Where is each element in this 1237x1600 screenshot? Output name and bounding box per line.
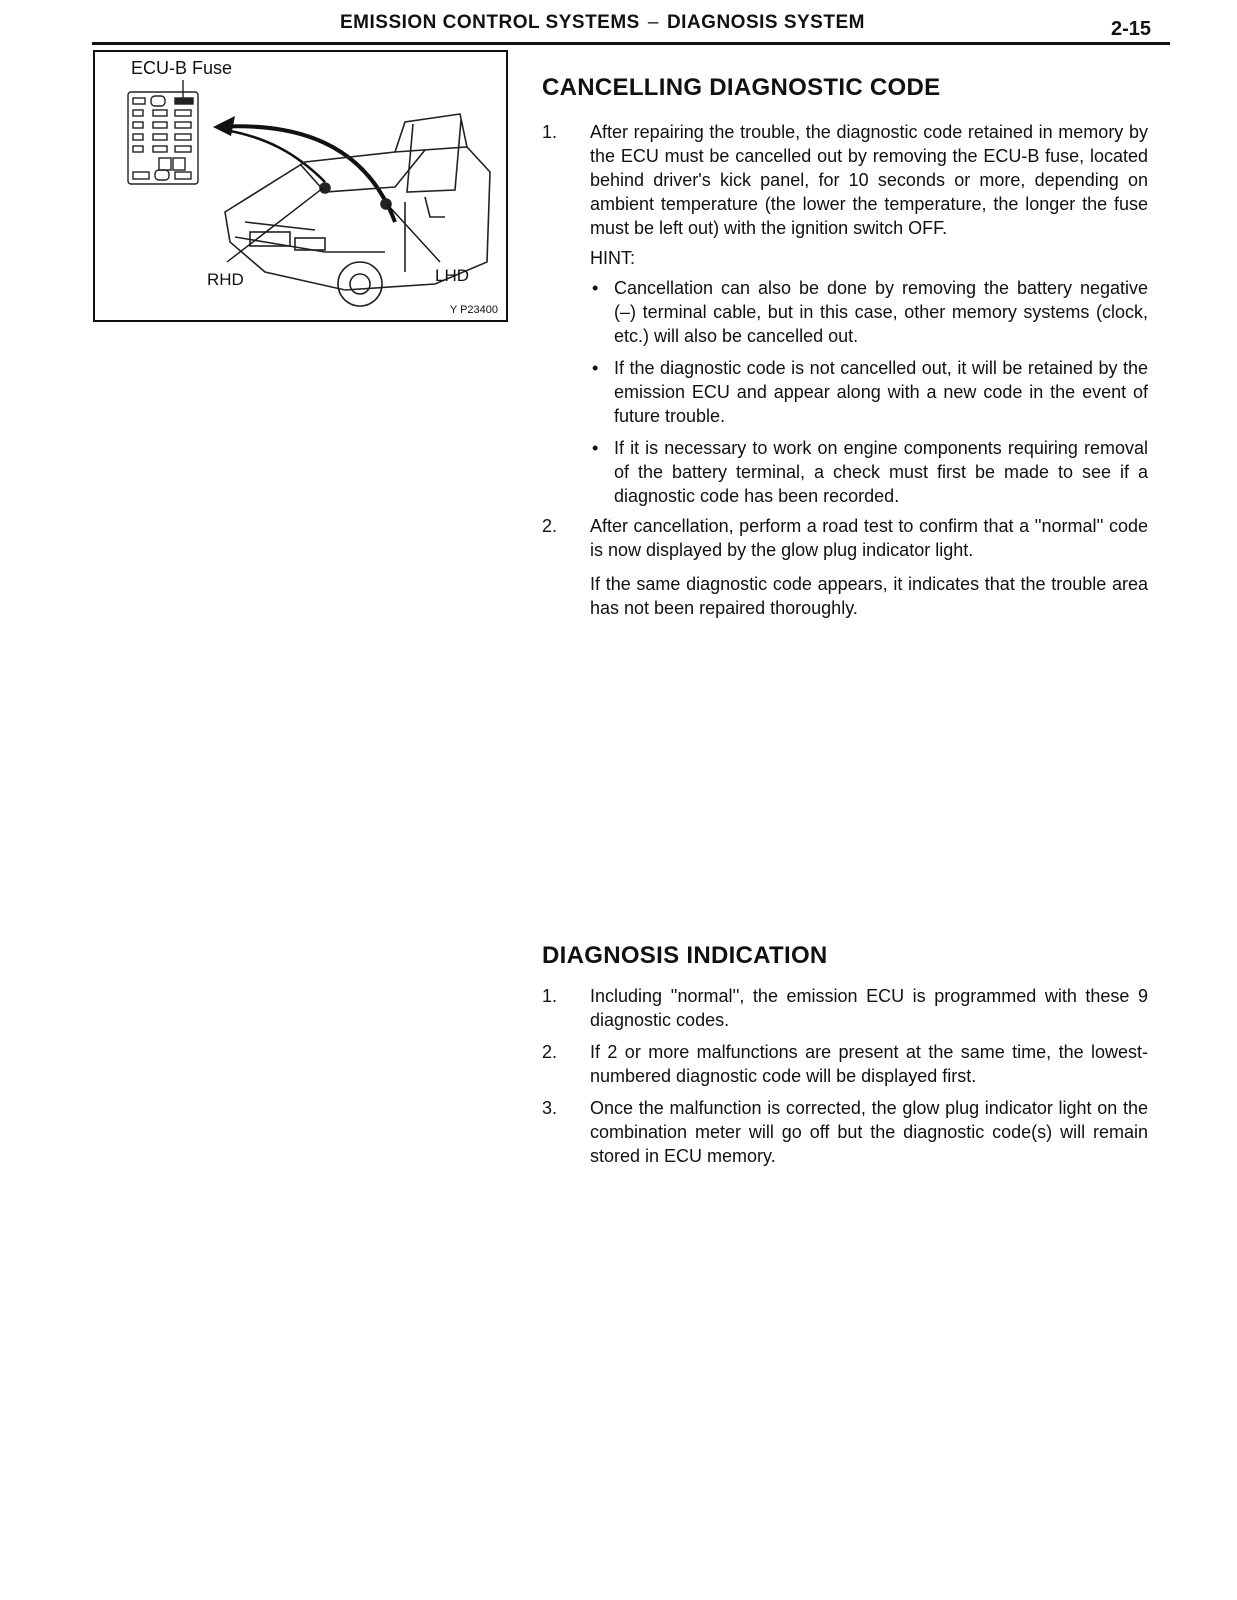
lhd-label: LHD bbox=[435, 266, 470, 285]
bullet-icon: • bbox=[592, 438, 599, 458]
bullet-text: If the diagnostic code is not cancelled out, it will be retained by the emission ECU and appear along with a new code in the event of future trouble. bbox=[614, 358, 1148, 426]
step-text: After cancellation, perform a road test to confirm that a ''normal'' code is now displayed by the glow plug indicator light. bbox=[590, 516, 1148, 560]
indication-item bbox=[542, 1096, 1148, 1168]
page-number: 2-15 bbox=[1110, 18, 1151, 40]
cancelling-title: CANCELLING DIAGNOSTIC CODE bbox=[542, 74, 941, 101]
indication-section bbox=[542, 942, 1148, 1168]
step-number: 2. bbox=[542, 516, 558, 536]
item-number: 3. bbox=[542, 1098, 558, 1118]
ecu-b-fuse-label: ECU-B Fuse bbox=[131, 58, 233, 78]
item-text: Including ''normal'', the emission ECU is programmed with these 9 diagnostic codes. bbox=[590, 986, 1148, 1030]
item-text: Once the malfunction is corrected, the glow plug indicator light on the combination meter will go off but the diagnostic code(s) will remain stored in ECU memory. bbox=[590, 1098, 1148, 1166]
indication-item bbox=[542, 1040, 1148, 1088]
indication-item bbox=[542, 984, 1148, 1032]
bullet-text: If it is necessary to work on engine components requiring removal of the battery terminal, a check must first be made to see if a diagnostic code has been recorded. bbox=[614, 438, 1148, 506]
hint-bullet bbox=[542, 436, 1148, 508]
item-text: If 2 or more malfunctions are present at the same time, the lowest-numbered diagnostic code will be displayed first. bbox=[590, 1042, 1148, 1086]
cancelling-step-1 bbox=[542, 120, 1148, 240]
header-separator: – bbox=[647, 12, 659, 33]
rhd-label: RHD bbox=[207, 270, 244, 289]
item-number: 2. bbox=[542, 1042, 558, 1062]
step-number: 1. bbox=[542, 122, 558, 142]
header-section: EMISSION CONTROL SYSTEMS bbox=[340, 12, 640, 33]
ecu-fuse-figure bbox=[93, 50, 508, 322]
hint-bullet bbox=[542, 276, 1148, 348]
header-section-title bbox=[340, 12, 865, 34]
step-text: After repairing the trouble, the diagnostic code retained in memory by the ECU must be cancelled out by removing the ECU-B fuse, located behind driver's kick panel, for 10 seconds or more, depending on ambient temperature (the lower the temperature, the longer the fuse must be left out) with the ignition switch OFF. bbox=[590, 122, 1148, 238]
bullet-icon: • bbox=[592, 278, 599, 298]
fuse-box-icon bbox=[128, 80, 198, 184]
bullet-icon: • bbox=[592, 358, 599, 378]
header-subsection: DIAGNOSIS SYSTEM bbox=[666, 12, 865, 33]
cancelling-section bbox=[542, 74, 1148, 620]
bullet-text: Cancellation can also be done by removing the battery negative (–) terminal cable, but in this case, other memory systems (clock, etc.) will also be cancelled out. bbox=[614, 278, 1148, 346]
cancelling-step-2 bbox=[542, 514, 1148, 562]
hint-label: HINT: bbox=[590, 248, 635, 268]
figure-code: Y P23400 bbox=[449, 304, 498, 316]
indication-title: DIAGNOSIS INDICATION bbox=[542, 942, 828, 969]
cancelling-step-2-note: If the same diagnostic code appears, it indicates that the trouble area has not been repaired thoroughly. bbox=[590, 574, 1148, 618]
header-rule bbox=[92, 42, 1170, 45]
item-number: 1. bbox=[542, 986, 558, 1006]
hint-bullet bbox=[542, 356, 1148, 428]
